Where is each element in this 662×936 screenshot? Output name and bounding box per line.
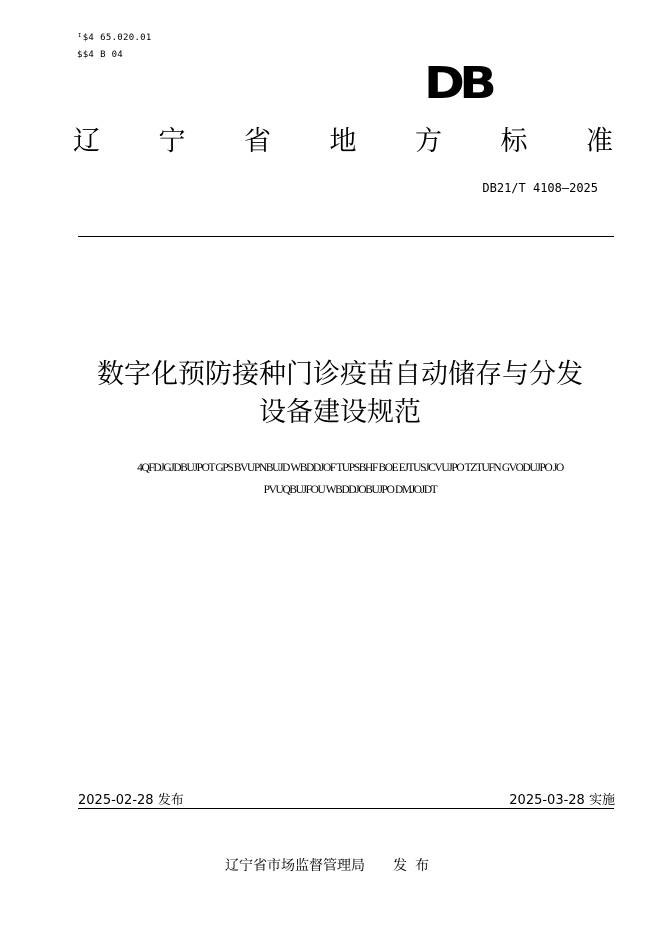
publisher-line (0, 855, 662, 875)
ccs-classification (77, 50, 123, 60)
ccs-label: $$4 (77, 50, 95, 60)
ccs-code: B 04 (100, 50, 124, 60)
standard-title-char: 准 (586, 126, 613, 157)
publish-action: 发布 (393, 858, 437, 874)
implementation-label: 实施 (588, 793, 615, 808)
document-title-cn (40, 356, 640, 432)
document-title-en (65, 456, 635, 500)
header-divider (78, 236, 614, 237)
standard-type-title (73, 124, 613, 160)
standard-title-char: 地 (329, 126, 357, 157)
issue-label: 发布 (157, 793, 184, 808)
implementation-date-block (509, 789, 615, 808)
footer-divider (78, 808, 614, 809)
standard-title-char: 辽 (73, 126, 100, 157)
standard-title-char: 标 (500, 126, 528, 157)
ics-code: 65.020.01 (100, 33, 152, 43)
title-en-line-1: 4QFDJGJDBUJPOT GPS BVUPNBUJD WBDDJOF TUPSBHF BOE EJTUSJCVUJPO TZTUFN GVODUJPO JO (137, 460, 563, 474)
issue-date-block (78, 789, 184, 808)
ics-label: ᴵ$4 (77, 33, 95, 43)
standard-title-char: 方 (415, 126, 442, 157)
title-cn-line-2: 设备建设规范 (259, 397, 421, 428)
implementation-date: 2025-03-28 (509, 793, 585, 808)
standard-number: DB21/T 4108—2025 (482, 181, 598, 195)
title-cn-line-1: 数字化预防接种门诊疫苗自动储存与分发 (97, 359, 583, 390)
issue-date: 2025-02-28 (78, 793, 154, 808)
standard-title-char: 宁 (158, 126, 186, 157)
standard-title-char: 省 (244, 126, 271, 157)
publisher-name: 辽宁省市场监督管理局 (225, 858, 365, 874)
db-logo: DB (424, 58, 492, 109)
ics-classification (77, 33, 152, 43)
title-en-line-2: PVUQBUJFOU WBDDJOBUJPO DMJOJDT (263, 482, 437, 496)
